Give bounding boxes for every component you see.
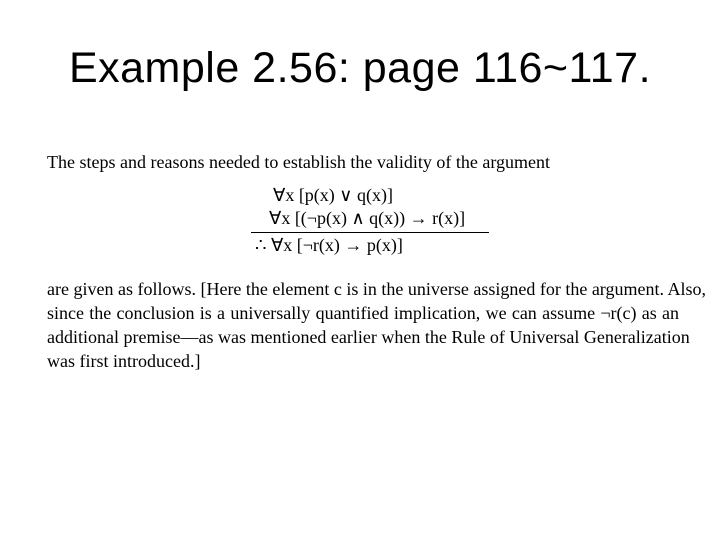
premise-2: ∀x [(¬p(x) ∧ q(x)) → r(x)] bbox=[251, 207, 489, 233]
textbook-excerpt bbox=[47, 150, 706, 373]
paragraph-line: are given as follows. [Here the element c is in the universe assigned for the argument. Also, bbox=[47, 279, 706, 299]
argument-block bbox=[255, 184, 515, 257]
explanation-paragraph bbox=[47, 277, 706, 373]
conclusion: ∴ ∀x [¬r(x) → p(x)] bbox=[255, 235, 403, 255]
premise-1: ∀x [p(x) ∨ q(x)] bbox=[273, 185, 393, 205]
intro-text: The steps and reasons needed to establish the validity of the argument bbox=[47, 152, 551, 172]
slide-title: Example 2.56: page 116~117. bbox=[68, 44, 652, 92]
paragraph-line: additional premise—as was mentioned earlier when the Rule of Universal Generalization bbox=[47, 327, 690, 347]
paragraph-line: was first introduced.] bbox=[47, 351, 201, 371]
paragraph-line: since the conclusion is a universally quantified implication, we can assume ¬r(c) as an bbox=[47, 303, 679, 323]
